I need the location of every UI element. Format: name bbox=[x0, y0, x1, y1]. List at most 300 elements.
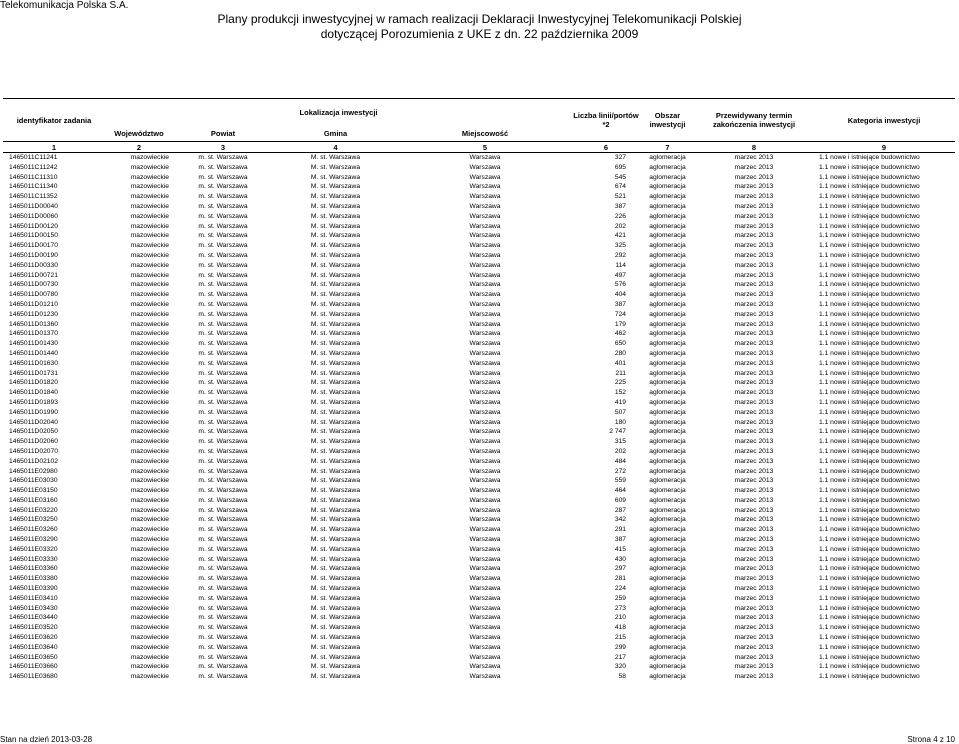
county-cell: m. st. Warszawa bbox=[198, 565, 248, 573]
locality-cell: Warszawa bbox=[469, 271, 501, 279]
deadline-cell: marzec 2013 bbox=[734, 359, 774, 367]
deadline-cell: marzec 2013 bbox=[734, 673, 774, 681]
task-id-cell: 1465011E03320 bbox=[9, 545, 58, 553]
table-row bbox=[3, 280, 955, 290]
county-cell: m. st. Warszawa bbox=[198, 379, 248, 387]
lines-count-cell: 297 bbox=[614, 565, 627, 573]
deadline-cell: marzec 2013 bbox=[734, 310, 774, 318]
locality-cell: Warszawa bbox=[469, 624, 501, 632]
voivodeship-cell: mazowieckie bbox=[130, 624, 169, 632]
lines-count-cell: 342 bbox=[614, 516, 627, 524]
column-number: 6 bbox=[572, 142, 640, 153]
table-row bbox=[3, 525, 955, 535]
voivodeship-cell: mazowieckie bbox=[130, 379, 169, 387]
area-cell: aglomeracja bbox=[649, 271, 686, 279]
column-number: 8 bbox=[695, 142, 813, 153]
county-cell: m. st. Warszawa bbox=[198, 173, 248, 181]
task-id-cell: 1465011D02102 bbox=[9, 457, 58, 465]
table-row bbox=[3, 564, 955, 574]
locality-cell: Warszawa bbox=[469, 555, 501, 563]
category-cell: 1.1 nowe i istniejące budownictwo bbox=[819, 340, 920, 348]
task-id-cell: 1465011E03430 bbox=[9, 604, 58, 612]
locality-cell: Warszawa bbox=[469, 193, 501, 201]
header-location: Lokalizacja inwestycji bbox=[105, 99, 572, 126]
table-row bbox=[3, 241, 955, 251]
lines-count-cell: 272 bbox=[614, 467, 627, 475]
voivodeship-cell: mazowieckie bbox=[130, 526, 169, 534]
locality-cell: Warszawa bbox=[469, 447, 501, 455]
lines-count-cell: 315 bbox=[614, 438, 627, 446]
commune-cell: M. st. Warszawa bbox=[310, 565, 361, 573]
category-cell: 1.1 nowe i istniejące budownictwo bbox=[819, 457, 920, 465]
area-cell: aglomeracja bbox=[649, 379, 686, 387]
voivodeship-cell: mazowieckie bbox=[130, 487, 169, 495]
area-cell: aglomeracja bbox=[649, 438, 686, 446]
commune-cell: M. st. Warszawa bbox=[310, 300, 361, 308]
voivodeship-cell: mazowieckie bbox=[130, 408, 169, 416]
table-row bbox=[3, 574, 955, 584]
county-cell: m. st. Warszawa bbox=[198, 555, 248, 563]
locality-cell: Warszawa bbox=[469, 506, 501, 514]
table-row bbox=[3, 555, 955, 565]
task-id-cell: 1465011E03220 bbox=[9, 506, 58, 514]
county-cell: m. st. Warszawa bbox=[198, 369, 248, 377]
county-cell: m. st. Warszawa bbox=[198, 438, 248, 446]
task-id-cell: 1465011D01731 bbox=[9, 369, 58, 377]
deadline-cell: marzec 2013 bbox=[734, 506, 774, 514]
lines-count-cell: 215 bbox=[614, 634, 627, 642]
table-row bbox=[3, 320, 955, 330]
lines-count-cell: 259 bbox=[614, 594, 627, 602]
table-row bbox=[3, 261, 955, 271]
table-row bbox=[3, 173, 955, 183]
category-cell: 1.1 nowe i istniejące budownictwo bbox=[819, 614, 920, 622]
area-cell: aglomeracja bbox=[649, 418, 686, 426]
lines-count-cell: 724 bbox=[614, 310, 627, 318]
deadline-cell: marzec 2013 bbox=[734, 271, 774, 279]
category-cell: 1.1 nowe i istniejące budownictwo bbox=[819, 349, 920, 357]
deadline-cell: marzec 2013 bbox=[734, 624, 774, 632]
voivodeship-cell: mazowieckie bbox=[130, 673, 169, 681]
task-id-cell: 1465011E02980 bbox=[9, 467, 58, 475]
category-cell: 1.1 nowe i istniejące budownictwo bbox=[819, 487, 920, 495]
deadline-cell: marzec 2013 bbox=[734, 173, 774, 181]
column-number: 4 bbox=[273, 142, 398, 153]
locality-cell: Warszawa bbox=[469, 408, 501, 416]
county-cell: m. st. Warszawa bbox=[198, 634, 248, 642]
task-id-cell: 1465011D01440 bbox=[9, 349, 58, 357]
locality-cell: Warszawa bbox=[469, 496, 501, 504]
task-id-cell: 1465011D01820 bbox=[9, 379, 58, 387]
task-id-cell: 1465011C11340 bbox=[9, 183, 58, 191]
commune-cell: M. st. Warszawa bbox=[310, 242, 361, 250]
table-row bbox=[3, 222, 955, 232]
table-row bbox=[3, 496, 955, 506]
area-cell: aglomeracja bbox=[649, 624, 686, 632]
task-id-cell: 1465011D01840 bbox=[9, 389, 58, 397]
deadline-cell: marzec 2013 bbox=[734, 398, 774, 406]
task-id-cell: 1465011D00730 bbox=[9, 281, 58, 289]
county-cell: m. st. Warszawa bbox=[198, 536, 248, 544]
lines-count-cell: 401 bbox=[614, 359, 627, 367]
county-cell: m. st. Warszawa bbox=[198, 271, 248, 279]
county-cell: m. st. Warszawa bbox=[198, 604, 248, 612]
category-cell: 1.1 nowe i istniejące budownictwo bbox=[819, 536, 920, 544]
category-cell: 1.1 nowe i istniejące budownictwo bbox=[819, 663, 920, 671]
task-id-cell: 1465011D00060 bbox=[9, 212, 58, 220]
area-cell: aglomeracja bbox=[649, 251, 686, 259]
area-cell: aglomeracja bbox=[649, 447, 686, 455]
deadline-cell: marzec 2013 bbox=[734, 320, 774, 328]
task-id-cell: 1465011E03520 bbox=[9, 624, 58, 632]
deadline-cell: marzec 2013 bbox=[734, 643, 774, 651]
deadline-cell: marzec 2013 bbox=[734, 585, 774, 593]
category-cell: 1.1 nowe i istniejące budownictwo bbox=[819, 555, 920, 563]
category-cell: 1.1 nowe i istniejące budownictwo bbox=[819, 526, 920, 534]
header-area: Obszar inwestycji bbox=[640, 99, 695, 142]
lines-count-cell: 650 bbox=[614, 340, 627, 348]
commune-cell: M. st. Warszawa bbox=[310, 634, 361, 642]
locality-cell: Warszawa bbox=[469, 379, 501, 387]
voivodeship-cell: mazowieckie bbox=[130, 506, 169, 514]
category-cell: 1.1 nowe i istniejące budownictwo bbox=[819, 496, 920, 504]
locality-cell: Warszawa bbox=[469, 575, 501, 583]
locality-cell: Warszawa bbox=[469, 251, 501, 259]
lines-count-cell: 387 bbox=[614, 202, 627, 210]
column-number: 9 bbox=[813, 142, 955, 153]
county-cell: m. st. Warszawa bbox=[198, 614, 248, 622]
commune-cell: M. st. Warszawa bbox=[310, 193, 361, 201]
county-cell: m. st. Warszawa bbox=[198, 359, 248, 367]
category-cell: 1.1 nowe i istniejące budownictwo bbox=[819, 408, 920, 416]
lines-count-cell: 387 bbox=[614, 536, 627, 544]
category-cell: 1.1 nowe i istniejące budownictwo bbox=[819, 330, 920, 338]
table-row bbox=[3, 437, 955, 447]
task-id-cell: 1465011E03680 bbox=[9, 673, 58, 681]
voivodeship-cell: mazowieckie bbox=[130, 653, 169, 661]
commune-cell: M. st. Warszawa bbox=[310, 516, 361, 524]
voivodeship-cell: mazowieckie bbox=[130, 389, 169, 397]
county-cell: m. st. Warszawa bbox=[198, 291, 248, 299]
county-cell: m. st. Warszawa bbox=[198, 585, 248, 593]
deadline-cell: marzec 2013 bbox=[734, 202, 774, 210]
category-cell: 1.1 nowe i istniejące budownictwo bbox=[819, 398, 920, 406]
category-cell: 1.1 nowe i istniejące budownictwo bbox=[819, 261, 920, 269]
voivodeship-cell: mazowieckie bbox=[130, 202, 169, 210]
task-id-cell: 1465011C11310 bbox=[9, 173, 58, 181]
task-id-cell: 1465011E03160 bbox=[9, 496, 58, 504]
locality-cell: Warszawa bbox=[469, 477, 501, 485]
lines-count-cell: 58 bbox=[618, 673, 627, 681]
category-cell: 1.1 nowe i istniejące budownictwo bbox=[819, 291, 920, 299]
lines-count-cell: 273 bbox=[614, 604, 627, 612]
county-cell: m. st. Warszawa bbox=[198, 496, 248, 504]
deadline-cell: marzec 2013 bbox=[734, 379, 774, 387]
voivodeship-cell: mazowieckie bbox=[130, 183, 169, 191]
commune-cell: M. st. Warszawa bbox=[310, 624, 361, 632]
category-cell: 1.1 nowe i istniejące budownictwo bbox=[819, 467, 920, 475]
locality-cell: Warszawa bbox=[469, 457, 501, 465]
lines-count-cell: 464 bbox=[614, 487, 627, 495]
voivodeship-cell: mazowieckie bbox=[130, 467, 169, 475]
table-row bbox=[3, 231, 955, 241]
header-lines: Liczba linii/portów *2 bbox=[572, 99, 640, 142]
area-cell: aglomeracja bbox=[649, 212, 686, 220]
area-cell: aglomeracja bbox=[649, 154, 686, 161]
deadline-cell: marzec 2013 bbox=[734, 487, 774, 495]
voivodeship-cell: mazowieckie bbox=[130, 291, 169, 299]
category-cell: 1.1 nowe i istniejące budownictwo bbox=[819, 418, 920, 426]
table-row bbox=[3, 271, 955, 281]
task-id-cell: 1465011D02070 bbox=[9, 447, 58, 455]
county-cell: m. st. Warszawa bbox=[198, 643, 248, 651]
table-row bbox=[3, 467, 955, 477]
task-id-cell: 1465011E03250 bbox=[9, 516, 58, 524]
commune-cell: M. st. Warszawa bbox=[310, 330, 361, 338]
commune-cell: M. st. Warszawa bbox=[310, 545, 361, 553]
county-cell: m. st. Warszawa bbox=[198, 261, 248, 269]
voivodeship-cell: mazowieckie bbox=[130, 330, 169, 338]
commune-cell: M. st. Warszawa bbox=[310, 438, 361, 446]
table-body bbox=[3, 153, 955, 683]
commune-cell: M. st. Warszawa bbox=[310, 389, 361, 397]
task-id-cell: 1465011D00190 bbox=[9, 251, 58, 259]
locality-cell: Warszawa bbox=[469, 369, 501, 377]
county-cell: m. st. Warszawa bbox=[198, 183, 248, 191]
category-cell: 1.1 nowe i istniejące budownictwo bbox=[819, 369, 920, 377]
deadline-cell: marzec 2013 bbox=[734, 291, 774, 299]
county-cell: m. st. Warszawa bbox=[198, 202, 248, 210]
table-row bbox=[3, 604, 955, 614]
lines-count-cell: 320 bbox=[614, 663, 627, 671]
table-row bbox=[3, 662, 955, 672]
commune-cell: M. st. Warszawa bbox=[310, 349, 361, 357]
locality-cell: Warszawa bbox=[469, 359, 501, 367]
locality-cell: Warszawa bbox=[469, 398, 501, 406]
column-number: 5 bbox=[398, 142, 572, 153]
area-cell: aglomeracja bbox=[649, 634, 686, 642]
voivodeship-cell: mazowieckie bbox=[130, 536, 169, 544]
category-cell: 1.1 nowe i istniejące budownictwo bbox=[819, 271, 920, 279]
locality-cell: Warszawa bbox=[469, 242, 501, 250]
voivodeship-cell: mazowieckie bbox=[130, 575, 169, 583]
locality-cell: Warszawa bbox=[469, 222, 501, 230]
lines-count-cell: 179 bbox=[614, 320, 627, 328]
task-id-cell: 1465011E03660 bbox=[9, 663, 58, 671]
area-cell: aglomeracja bbox=[649, 526, 686, 534]
deadline-cell: marzec 2013 bbox=[734, 663, 774, 671]
deadline-cell: marzec 2013 bbox=[734, 418, 774, 426]
voivodeship-cell: mazowieckie bbox=[130, 418, 169, 426]
commune-cell: M. st. Warszawa bbox=[310, 310, 361, 318]
table-row bbox=[3, 623, 955, 633]
deadline-cell: marzec 2013 bbox=[734, 526, 774, 534]
area-cell: aglomeracja bbox=[649, 232, 686, 240]
category-cell: 1.1 nowe i istniejące budownictwo bbox=[819, 653, 920, 661]
county-cell: m. st. Warszawa bbox=[198, 330, 248, 338]
task-id-cell: 1465011C11352 bbox=[9, 193, 58, 201]
area-cell: aglomeracja bbox=[649, 320, 686, 328]
lines-count-cell: 484 bbox=[614, 457, 627, 465]
area-cell: aglomeracja bbox=[649, 487, 686, 495]
voivodeship-cell: mazowieckie bbox=[130, 163, 169, 171]
area-cell: aglomeracja bbox=[649, 310, 686, 318]
deadline-cell: marzec 2013 bbox=[734, 555, 774, 563]
title-line-2: dotyczącej Porozumienia z UKE z dn. 22 października 2009 bbox=[320, 27, 639, 41]
deadline-cell: marzec 2013 bbox=[734, 565, 774, 573]
lines-count-cell: 299 bbox=[614, 643, 627, 651]
area-cell: aglomeracja bbox=[649, 585, 686, 593]
category-cell: 1.1 nowe i istniejące budownictwo bbox=[819, 320, 920, 328]
deadline-cell: marzec 2013 bbox=[734, 232, 774, 240]
area-cell: aglomeracja bbox=[649, 242, 686, 250]
area-cell: aglomeracja bbox=[649, 281, 686, 289]
column-number: 2 bbox=[105, 142, 173, 153]
locality-cell: Warszawa bbox=[469, 536, 501, 544]
task-id-cell: 1465011E03030 bbox=[9, 477, 58, 485]
area-cell: aglomeracja bbox=[649, 477, 686, 485]
deadline-cell: marzec 2013 bbox=[734, 594, 774, 602]
area-cell: aglomeracja bbox=[649, 359, 686, 367]
area-cell: aglomeracja bbox=[649, 261, 686, 269]
area-cell: aglomeracja bbox=[649, 604, 686, 612]
category-cell: 1.1 nowe i istniejące budownictwo bbox=[819, 428, 920, 436]
voivodeship-cell: mazowieckie bbox=[130, 359, 169, 367]
category-cell: 1.1 nowe i istniejące budownictwo bbox=[819, 604, 920, 612]
table-row bbox=[3, 506, 955, 516]
voivodeship-cell: mazowieckie bbox=[130, 154, 169, 161]
category-cell: 1.1 nowe i istniejące budownictwo bbox=[819, 379, 920, 387]
county-cell: m. st. Warszawa bbox=[198, 320, 248, 328]
voivodeship-cell: mazowieckie bbox=[130, 349, 169, 357]
area-cell: aglomeracja bbox=[649, 330, 686, 338]
lines-count-cell: 292 bbox=[614, 251, 627, 259]
voivodeship-cell: mazowieckie bbox=[130, 242, 169, 250]
area-cell: aglomeracja bbox=[649, 594, 686, 602]
area-cell: aglomeracja bbox=[649, 291, 686, 299]
table-row bbox=[3, 212, 955, 222]
task-id-cell: 1465011E03290 bbox=[9, 536, 58, 544]
voivodeship-cell: mazowieckie bbox=[130, 565, 169, 573]
deadline-cell: marzec 2013 bbox=[734, 222, 774, 230]
deadline-cell: marzec 2013 bbox=[734, 457, 774, 465]
county-cell: m. st. Warszawa bbox=[198, 663, 248, 671]
column-number: 7 bbox=[640, 142, 695, 153]
table-row bbox=[3, 369, 955, 379]
lines-count-cell: 497 bbox=[614, 271, 627, 279]
table-row bbox=[3, 633, 955, 643]
category-cell: 1.1 nowe i istniejące budownictwo bbox=[819, 310, 920, 318]
county-cell: m. st. Warszawa bbox=[198, 408, 248, 416]
deadline-cell: marzec 2013 bbox=[734, 330, 774, 338]
area-cell: aglomeracja bbox=[649, 673, 686, 681]
commune-cell: M. st. Warszawa bbox=[310, 418, 361, 426]
category-cell: 1.1 nowe i istniejące budownictwo bbox=[819, 173, 920, 181]
commune-cell: M. st. Warszawa bbox=[310, 163, 361, 171]
commune-cell: M. st. Warszawa bbox=[310, 398, 361, 406]
county-cell: m. st. Warszawa bbox=[198, 428, 248, 436]
lines-count-cell: 521 bbox=[614, 193, 627, 201]
area-cell: aglomeracja bbox=[649, 389, 686, 397]
category-cell: 1.1 nowe i istniejące budownictwo bbox=[819, 222, 920, 230]
category-cell: 1.1 nowe i istniejące budownictwo bbox=[819, 506, 920, 514]
county-cell: m. st. Warszawa bbox=[198, 487, 248, 495]
task-id-cell: 1465011E03410 bbox=[9, 594, 58, 602]
county-cell: m. st. Warszawa bbox=[198, 349, 248, 357]
county-cell: m. st. Warszawa bbox=[198, 526, 248, 534]
table-row bbox=[3, 408, 955, 418]
county-cell: m. st. Warszawa bbox=[198, 457, 248, 465]
commune-cell: M. st. Warszawa bbox=[310, 526, 361, 534]
locality-cell: Warszawa bbox=[469, 163, 501, 171]
commune-cell: M. st. Warszawa bbox=[310, 673, 361, 681]
deadline-cell: marzec 2013 bbox=[734, 408, 774, 416]
table-row bbox=[3, 486, 955, 496]
voivodeship-cell: mazowieckie bbox=[130, 477, 169, 485]
commune-cell: M. st. Warszawa bbox=[310, 477, 361, 485]
lines-count-cell: 202 bbox=[614, 447, 627, 455]
task-id-cell: 1465011D00330 bbox=[9, 261, 58, 269]
commune-cell: M. st. Warszawa bbox=[310, 261, 361, 269]
locality-cell: Warszawa bbox=[469, 614, 501, 622]
table-row bbox=[3, 427, 955, 437]
commune-cell: M. st. Warszawa bbox=[310, 428, 361, 436]
voivodeship-cell: mazowieckie bbox=[130, 193, 169, 201]
voivodeship-cell: mazowieckie bbox=[130, 585, 169, 593]
county-cell: m. st. Warszawa bbox=[198, 506, 248, 514]
county-cell: m. st. Warszawa bbox=[198, 545, 248, 553]
county-cell: m. st. Warszawa bbox=[198, 340, 248, 348]
voivodeship-cell: mazowieckie bbox=[130, 516, 169, 524]
county-cell: m. st. Warszawa bbox=[198, 477, 248, 485]
commune-cell: M. st. Warszawa bbox=[310, 173, 361, 181]
county-cell: m. st. Warszawa bbox=[198, 222, 248, 230]
county-cell: m. st. Warszawa bbox=[198, 242, 248, 250]
locality-cell: Warszawa bbox=[469, 212, 501, 220]
category-cell: 1.1 nowe i istniejące budownictwo bbox=[819, 438, 920, 446]
task-id-cell: 1465011E03260 bbox=[9, 526, 58, 534]
deadline-cell: marzec 2013 bbox=[734, 183, 774, 191]
locality-cell: Warszawa bbox=[469, 418, 501, 426]
task-id-cell: 1465011E03390 bbox=[9, 585, 58, 593]
area-cell: aglomeracja bbox=[649, 516, 686, 524]
table-row bbox=[3, 251, 955, 261]
lines-count-cell: 280 bbox=[614, 349, 627, 357]
deadline-cell: marzec 2013 bbox=[734, 438, 774, 446]
commune-cell: M. st. Warszawa bbox=[310, 183, 361, 191]
lines-count-cell: 217 bbox=[614, 653, 627, 661]
locality-cell: Warszawa bbox=[469, 604, 501, 612]
area-cell: aglomeracja bbox=[649, 222, 686, 230]
deadline-cell: marzec 2013 bbox=[734, 634, 774, 642]
lines-count-cell: 415 bbox=[614, 545, 627, 553]
locality-cell: Warszawa bbox=[469, 320, 501, 328]
deadline-cell: marzec 2013 bbox=[734, 516, 774, 524]
table-row bbox=[3, 290, 955, 300]
area-cell: aglomeracja bbox=[649, 173, 686, 181]
voivodeship-cell: mazowieckie bbox=[130, 173, 169, 181]
table-row bbox=[3, 594, 955, 604]
table-row bbox=[3, 182, 955, 192]
area-cell: aglomeracja bbox=[649, 565, 686, 573]
locality-cell: Warszawa bbox=[469, 154, 501, 161]
column-number: 3 bbox=[173, 142, 273, 153]
deadline-cell: marzec 2013 bbox=[734, 242, 774, 250]
county-cell: m. st. Warszawa bbox=[198, 673, 248, 681]
header-deadline: Przewidywany termin zakończenia inwestycji bbox=[695, 99, 813, 142]
category-cell: 1.1 nowe i istniejące budownictwo bbox=[819, 673, 920, 681]
county-cell: m. st. Warszawa bbox=[198, 212, 248, 220]
